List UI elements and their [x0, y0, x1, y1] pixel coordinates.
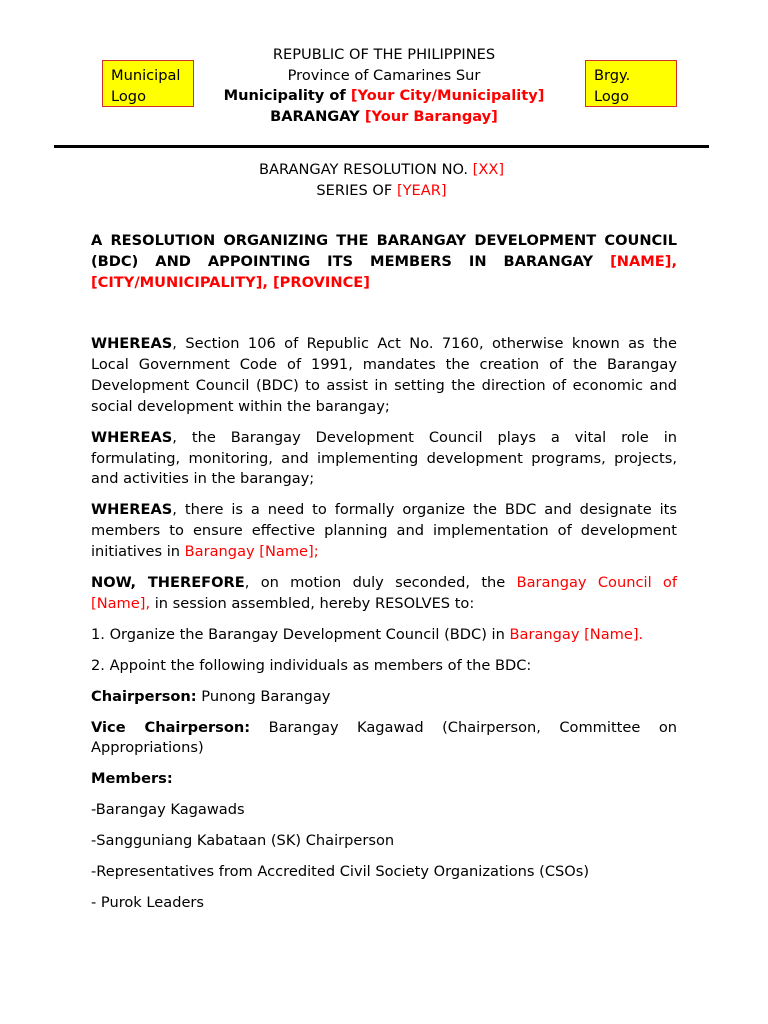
whereas-lead: WHEREAS [91, 335, 173, 353]
member-item: -Sangguniang Kabataan (SK) Chairperson [91, 832, 395, 850]
therefore-placeholder: Barangay Council of [Name], [91, 573, 677, 612]
vice-chairperson-label: Vice Chairperson: [91, 718, 251, 736]
series-placeholder: [YEAR] [396, 181, 447, 199]
header-divider [54, 145, 709, 148]
whereas-clause-2 [91, 428, 677, 490]
therefore-text-2: in session assembled, hereby RESOLVES to: [150, 594, 475, 612]
resolution-title [91, 231, 677, 293]
document-header [180, 45, 588, 127]
member-item: -Barangay Kagawads [91, 801, 245, 819]
therefore-clause [91, 573, 677, 615]
member-item: -Representatives from Accredited Civil Society Organizations (CSOs) [91, 863, 590, 881]
resolve-placeholder: Barangay [Name]. [509, 625, 644, 643]
whereas-clause-1 [91, 334, 677, 417]
whereas-lead: WHEREAS [91, 501, 173, 519]
therefore-lead: NOW, THEREFORE [91, 573, 245, 591]
barangay-placeholder: [Your Barangay] [364, 107, 498, 125]
document-body [91, 231, 677, 924]
title-placeholder: [NAME], [CITY/MUNICIPALITY], [PROVINCE] [91, 252, 677, 291]
resolve-text: 1. Organize the Barangay Development Council (BDC) in [91, 625, 510, 643]
resolution-number-block [54, 160, 709, 201]
members-label: Members: [91, 770, 173, 788]
whereas-text: , the Barangay Development Council plays a vital role in formulating, monitoring, and implementing development programs, projects, and activities in the barangay; [91, 428, 677, 488]
vice-chairperson-value: Barangay Kagawad (Chairperson, Committee on Appropriations) [91, 718, 677, 757]
resolve-item-1 [91, 625, 677, 646]
header-barangay [180, 107, 588, 128]
vice-chairperson-line [91, 718, 677, 760]
whereas-text: , Section 106 of Republic Act No. 7160, otherwise known as the Local Government Code of 1991, mandates the creation of the Barangay Development Council (BDC) to assist in setting the direction of economic and social development within the barangay; [91, 335, 677, 415]
chairperson-line [91, 687, 677, 708]
resolution-number [54, 160, 709, 181]
chairperson-label: Chairperson: [91, 687, 197, 705]
resolution-number-prefix: BARANGAY RESOLUTION NO. [258, 161, 473, 178]
whereas-placeholder: Barangay [Name]; [184, 542, 319, 560]
member-item: - Purok Leaders [91, 894, 205, 912]
municipality-prefix: Municipality of [223, 87, 351, 104]
header-municipality [180, 86, 588, 107]
municipal-logo-placeholder: Municipal Logo [102, 60, 194, 107]
whereas-lead: WHEREAS [91, 428, 173, 446]
series-prefix: SERIES OF [316, 181, 397, 199]
resolution-number-placeholder: [XX] [472, 161, 505, 178]
resolution-series [54, 181, 709, 202]
municipality-placeholder: [Your City/Municipality] [350, 87, 545, 104]
brgy-logo-placeholder: Brgy. Logo [585, 60, 677, 107]
title-prefix: A RESOLUTION ORGANIZING THE BARANGAY DEVELOPMENT COUNCIL (BDC) AND APPOINTING ITS MEMBERS IN BARANGAY [91, 232, 677, 270]
whereas-clause-3 [91, 500, 677, 562]
resolve-item-2 [91, 656, 677, 677]
resolve-text: 2. Appoint the following individuals as members of the BDC: [91, 656, 532, 674]
barangay-prefix: BARANGAY [270, 107, 365, 125]
chairperson-value: Punong Barangay [196, 687, 331, 705]
header-province: Province of Camarines Sur [287, 66, 481, 84]
whereas-text: , there is a need to formally organize the BDC and designate its members to ensure effective planning and implementation of development initiatives in [91, 501, 677, 560]
therefore-text-1: , on motion duly seconded, the [244, 573, 517, 591]
header-republic: REPUBLIC OF THE PHILIPPINES [272, 46, 496, 63]
